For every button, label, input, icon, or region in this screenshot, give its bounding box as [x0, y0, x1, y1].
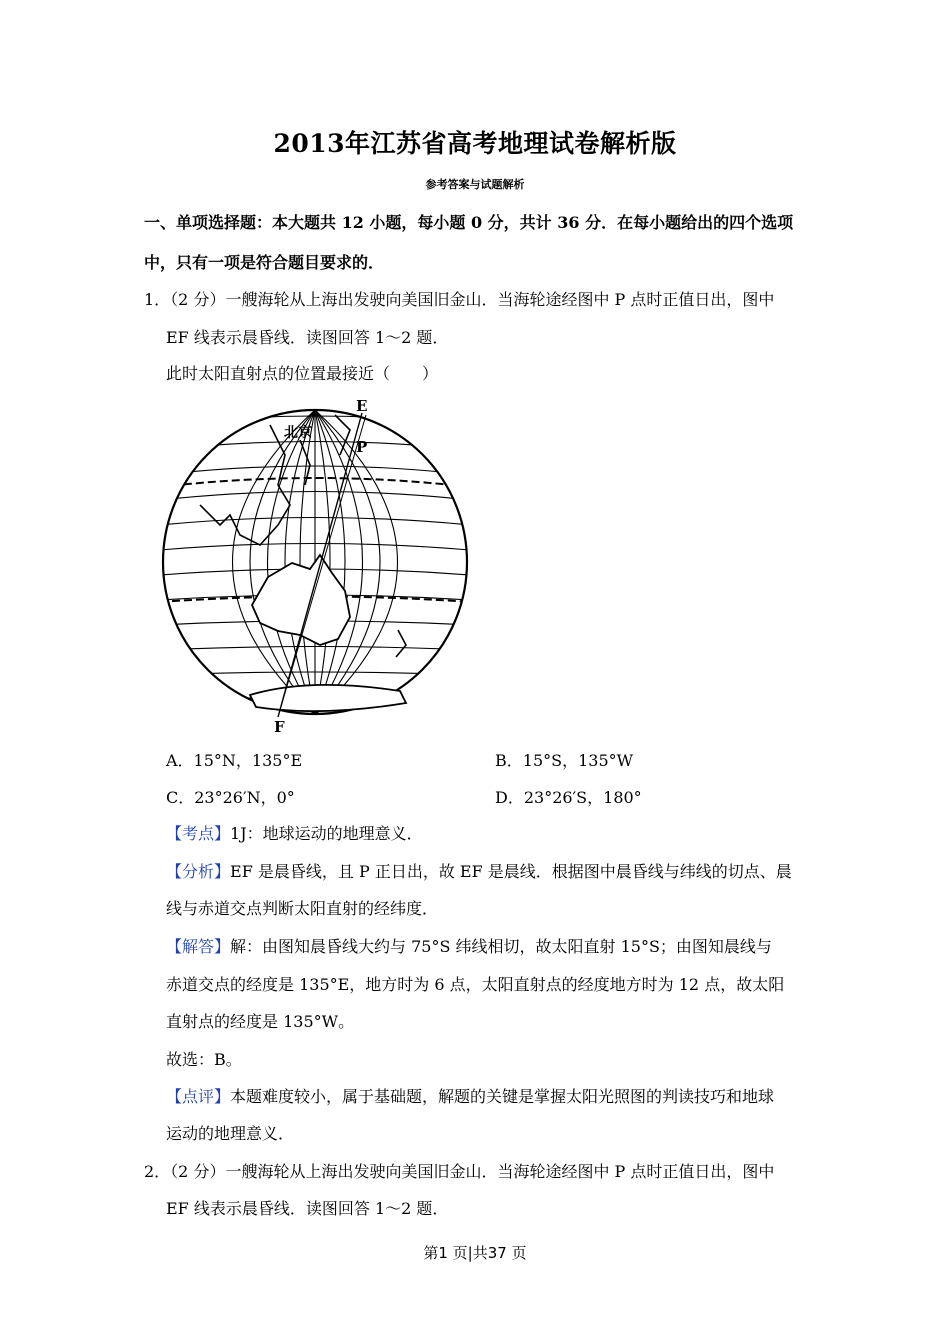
kaodian-tag: 【考点】	[166, 824, 231, 843]
answer-text: 故选：B。	[166, 1050, 242, 1069]
document-title: 2013年江苏省高考地理试卷解析版	[273, 129, 677, 158]
dianping-tag: 【点评】	[166, 1087, 231, 1106]
fenxi-tag: 【分析】	[166, 862, 231, 881]
q2-stem-line-2: EF 线表示晨昏线．读图回答 1～2 题．	[166, 1199, 449, 1218]
q1-stem-line-1: 1．（2 分）一艘海轮从上海出发驶向美国旧金山．当海轮途经图中 P 点时正值日出，图中	[144, 290, 775, 309]
dianping-row	[166, 1084, 774, 1107]
q1-question: 此时太阳直射点的位置最接近（ ）	[166, 364, 439, 383]
dianping-text-1: 本题难度较小，属于基础题，解题的关键是掌握太阳光照图的判读技巧和地球	[230, 1087, 775, 1106]
page-footer: 第1 页|共37 页	[423, 1244, 527, 1262]
document-subtitle: 参考答案与试题解析	[425, 178, 525, 191]
label-f: F	[274, 718, 285, 735]
fenxi-text-2: 线与赤道交点判断太阳直射的经纬度．	[166, 899, 439, 918]
fenxi-text-1: EF 是晨昏线，且 P 正日出，故 EF 是晨线．根据图中晨昏线与纬线的切点、晨	[230, 862, 792, 881]
jieda-row	[166, 934, 772, 957]
dianping-text-2: 运动的地理意义．	[166, 1124, 295, 1143]
jieda-text-3: 直射点的经度是 135°W。	[166, 1012, 355, 1031]
label-beijing: 北京	[284, 425, 312, 441]
q2-stem-line-1: 2．（2 分）一艘海轮从上海出发驶向美国旧金山．当海轮途经图中 P 点时正值日出，图中	[144, 1162, 775, 1181]
jieda-text-2: 赤道交点的经度是 135°E，地方时为 6 点，太阳直射点的经度地方时为 12 点，故太阳	[166, 975, 785, 994]
jieda-text-1: 解：由图知晨昏线大约与 75°S 纬线相切，故太阳直射 15°S；由图知晨线与	[230, 937, 772, 956]
section-heading-line-1: 一、单项选择题：本大题共 12 小题，每小题 0 分，共计 36 分．在每小题给出的四个选项	[144, 213, 794, 232]
jieda-tag: 【解答】	[166, 937, 231, 956]
section-heading-line-2: 中，只有一项是符合题目要求的．	[144, 253, 385, 272]
kaodian-row	[166, 821, 423, 844]
kaodian-text: 1J：地球运动的地理意义．	[230, 824, 423, 843]
label-p: P	[356, 438, 368, 456]
q1-stem-line-2: EF 线表示晨昏线．读图回答 1～2 题．	[166, 328, 449, 347]
label-e: E	[356, 397, 368, 415]
fenxi-row	[166, 859, 792, 882]
globe-figure	[160, 395, 480, 735]
option-d: D．23°26′S，180°	[495, 788, 642, 807]
option-b: B．15°S，135°W	[495, 751, 634, 770]
option-a: A．15°N，135°E	[166, 751, 303, 770]
option-c: C．23°26′N，0°	[166, 788, 295, 807]
